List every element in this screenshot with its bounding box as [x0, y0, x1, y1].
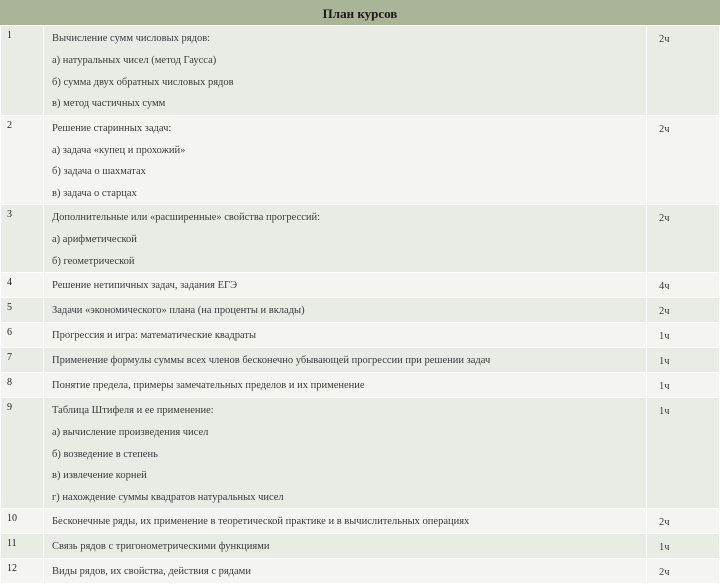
topic-title: Задачи «экономического» плана (на проценты и вклады): [52, 305, 305, 316]
table-row: [1, 398, 720, 509]
topic-cell: [44, 373, 647, 398]
topic-title: Прогрессия и игра: математические квадраты: [52, 330, 257, 341]
row-number: 4: [1, 273, 44, 298]
topic-subitem: г) нахождение суммы квадратов натуральных чисел: [52, 491, 284, 503]
course-plan-table: [0, 25, 720, 584]
topic-subitem: б) геометрической: [52, 255, 135, 267]
table-row: [1, 298, 720, 323]
topic-subitem: а) натуральных чисел (метод Гаусса): [52, 55, 217, 66]
row-number: 11: [1, 534, 44, 559]
table-row: [1, 534, 720, 559]
topic-cell: [44, 323, 647, 348]
topic-title: Применение формулы суммы всех членов бесконечно убывающей прогрессии при решении задач: [52, 355, 491, 366]
row-number: 5: [1, 298, 44, 323]
row-number: 9: [1, 398, 44, 509]
table-row: [1, 509, 720, 534]
topic-cell: [44, 115, 647, 205]
topic-subitem: в) метод частичных сумм: [52, 98, 166, 109]
table-body: [1, 26, 720, 584]
row-number: 6: [1, 323, 44, 348]
row-number: 8: [1, 373, 44, 398]
topic-cell: [44, 398, 647, 509]
topic-cell: [44, 559, 647, 584]
topic-subitem: а) арифметической: [52, 234, 137, 245]
table-row: [1, 26, 720, 116]
row-number: 7: [1, 348, 44, 373]
topic-subitem: в) задача о старцах: [52, 187, 137, 199]
hours-cell: 1ч: [647, 398, 720, 509]
hours-cell: 1ч: [647, 323, 720, 348]
topic-cell: [44, 348, 647, 373]
table-row: [1, 273, 720, 298]
topic-title: Виды рядов, их свойства, действия с рядами: [52, 566, 251, 577]
row-number: 2: [1, 115, 44, 205]
table-row: [1, 559, 720, 584]
topic-title: Решение старинных задач:: [52, 122, 172, 134]
table-row: [1, 115, 720, 205]
topic-title: Решение нетипичных задач, задания ЕГЭ: [52, 280, 238, 291]
hours-cell: 1ч: [647, 373, 720, 398]
row-number: 12: [1, 559, 44, 584]
topic-cell: [44, 273, 647, 298]
topic-cell: [44, 298, 647, 323]
table-title: План курсов: [0, 0, 720, 25]
row-number: 1: [1, 26, 44, 116]
hours-cell: 2ч: [647, 115, 720, 205]
row-number: 10: [1, 509, 44, 534]
topic-cell: [44, 534, 647, 559]
hours-cell: 2ч: [647, 559, 720, 584]
table-row: [1, 205, 720, 273]
hours-cell: 2ч: [647, 298, 720, 323]
topic-subitem: а) вычисление произведения чисел: [52, 427, 209, 438]
topic-cell: [44, 509, 647, 534]
topic-subitem: б) задача о шахматах: [52, 166, 146, 177]
topic-subitem: в) извлечение корней: [52, 470, 147, 481]
topic-cell: [44, 26, 647, 116]
hours-cell: 1ч: [647, 348, 720, 373]
hours-cell: 2ч: [647, 205, 720, 273]
topic-subitem: б) сумма двух обратных числовых рядов: [52, 76, 234, 88]
topic-title: Бесконечные ряды, их применение в теоретической практике и в вычислительных операциях: [52, 516, 470, 527]
table-row: [1, 348, 720, 373]
topic-title: Связь рядов с тригонометрическими функциями: [52, 541, 270, 552]
row-number: 3: [1, 205, 44, 273]
hours-cell: 4ч: [647, 273, 720, 298]
topic-title: Вычисление сумм числовых рядов:: [52, 33, 211, 44]
topic-cell: [44, 205, 647, 273]
topic-title: Таблица Штифеля и ее применение:: [52, 405, 214, 416]
topic-title: Дополнительные или «расширенные» свойства прогрессий:: [52, 212, 321, 223]
hours-cell: 2ч: [647, 26, 720, 116]
topic-subitem: а) задача «купец и прохожий»: [52, 144, 186, 156]
topic-subitem: б) возведение в степень: [52, 448, 158, 460]
hours-cell: 1ч: [647, 534, 720, 559]
topic-title: Понятие предела, примеры замечательных пределов и их применение: [52, 380, 365, 391]
table-row: [1, 323, 720, 348]
hours-cell: 2ч: [647, 509, 720, 534]
table-row: [1, 373, 720, 398]
